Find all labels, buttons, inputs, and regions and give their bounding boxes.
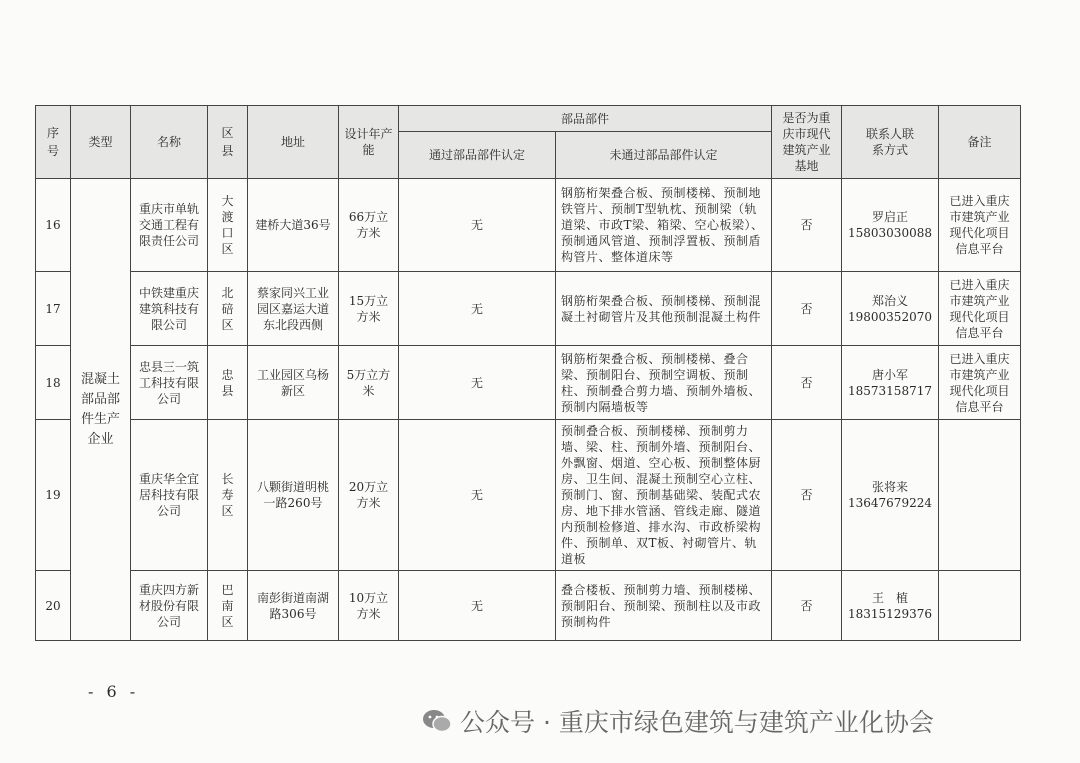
district-cell: 长寿区 [208,420,248,571]
contact-name: 张将来 [871,480,908,494]
header-remark: 备注 [939,106,1021,179]
contact-name: 罗启正 [871,210,908,224]
header-name: 名称 [131,106,208,179]
capacity-cell: 15万立方米 [339,272,399,346]
header-contact: 联系人联系方式 [842,106,939,179]
name-cell: 重庆市单轨交通工程有限责任公司 [131,179,208,272]
header-type: 类型 [71,106,131,179]
name-cell: 重庆华全宜居科技有限公司 [131,420,208,571]
is-base-cell: 否 [772,179,842,272]
uncertified-cell: 叠合楼板、预制剪力墙、预制楼梯、预制阳台、预制梁、预制柱以及市政预制构件 [556,571,772,641]
district-cell: 忠县 [208,346,248,420]
address-cell: 工业园区乌杨新区 [248,346,339,420]
seq-cell: 19 [36,420,71,571]
table-row [36,571,1021,641]
name-cell: 重庆四方新材股份有限公司 [131,571,208,641]
is-base-cell: 否 [772,571,842,641]
contact-cell [842,571,939,641]
header-district: 区县 [208,106,248,179]
is-base-cell: 否 [772,272,842,346]
is-base-cell: 否 [772,420,842,571]
page-number: - 6 - [88,682,140,701]
district-cell: 大渡口区 [208,179,248,272]
uncertified-cell: 钢筋桁架叠合板、预制楼梯、预制混凝土衬砌管片及其他预制混凝土构件 [556,272,772,346]
name-cell: 中铁建重庆建筑科技有限公司 [131,272,208,346]
header-seq: 序号 [36,106,71,179]
contact-phone: 19800352070 [848,309,932,324]
table-row [36,179,1021,272]
header-parts-certified: 通过部品部件认定 [399,132,556,179]
header-parts-uncertified: 未通过部品部件认定 [556,132,772,179]
capacity-cell: 66万立方米 [339,179,399,272]
contact-name: 唐小军 [871,367,908,382]
wechat-icon [422,708,452,734]
contact-phone: 18573158717 [848,383,932,398]
remark-cell: 已进入重庆市建筑产业现代化项目信息平台 [939,272,1021,346]
certified-cell: 无 [399,571,556,641]
uncertified-cell: 钢筋桁架叠合板、预制楼梯、叠合梁、预制阳台、预制空调板、预制柱、预制叠合剪力墙、预制外墙板、预制内隔墙板等 [556,346,772,420]
remark-cell: 已进入重庆市建筑产业现代化项目信息平台 [939,179,1021,272]
watermark [422,703,934,739]
type-cell: 混凝土部品部件生产企业 [71,179,131,641]
seq-cell: 17 [36,272,71,346]
capacity-cell: 5万立方米 [339,346,399,420]
table-row [36,346,1021,420]
capacity-cell: 20万立方米 [339,420,399,571]
name-cell: 忠县三一筑工科技有限公司 [131,346,208,420]
address-cell: 南彭街道南湖路306号 [248,571,339,641]
contact-phone: 18315129376 [848,606,932,621]
contact-cell [842,420,939,571]
header-parts-group: 部品部件 [399,106,772,132]
certified-cell: 无 [399,272,556,346]
seq-cell: 20 [36,571,71,641]
contact-cell [842,179,939,272]
certified-cell: 无 [399,420,556,571]
is-base-cell: 否 [772,346,842,420]
enterprise-table [35,105,1021,641]
district-cell: 巴南区 [208,571,248,641]
remark-cell [939,571,1021,641]
header-is-base: 是否为重庆市现代建筑产业基地 [772,106,842,179]
certified-cell: 无 [399,346,556,420]
remark-cell: 已进入重庆市建筑产业现代化项目信息平台 [939,346,1021,420]
uncertified-cell: 预制叠合板、预制楼梯、预制剪力墙、梁、柱、预制外墙、预制阳台、外飘窗、烟道、空心板、预制整体厨房、卫生间、混凝土预制空心立柱、预制门、窗、预制基础梁、装配式农房、地下排水管涵、管线走廊、隧道内预制检修道、排水沟、市政桥梁构件、预制单、双T板、衬砌管片、轨道板 [556,420,772,571]
address-cell: 八颗街道明桃一路260号 [248,420,339,571]
contact-phone: 15803030088 [848,226,932,240]
district-cell: 北碚区 [208,272,248,346]
uncertified-cell: 钢筋桁架叠合板、预制楼梯、预制地铁管片、预制T型轨枕、预制梁（轨道梁、市政T梁、箱梁、空心板梁）、预制通风管道、预制浮置板、预制盾构管片、整体道床等 [556,179,772,272]
table-row [36,272,1021,346]
contact-cell [842,272,939,346]
address-cell: 蔡家同兴工业园区嘉运大道东北段西侧 [248,272,339,346]
remark-cell [939,420,1021,571]
table-row [36,420,1021,571]
header-capacity: 设计年产能 [339,106,399,179]
certified-cell: 无 [399,179,556,272]
seq-cell: 18 [36,346,71,420]
seq-cell: 16 [36,179,71,272]
contact-name: 王 植 [871,590,908,605]
contact-phone: 13647679224 [848,496,932,510]
contact-name: 郑治义 [871,293,908,308]
header-address: 地址 [248,106,339,179]
watermark-text: 公众号 · 重庆市绿色建筑与建筑产业化协会 [460,708,934,737]
capacity-cell: 10万立方米 [339,571,399,641]
address-cell: 建桥大道36号 [248,179,339,272]
contact-cell [842,346,939,420]
